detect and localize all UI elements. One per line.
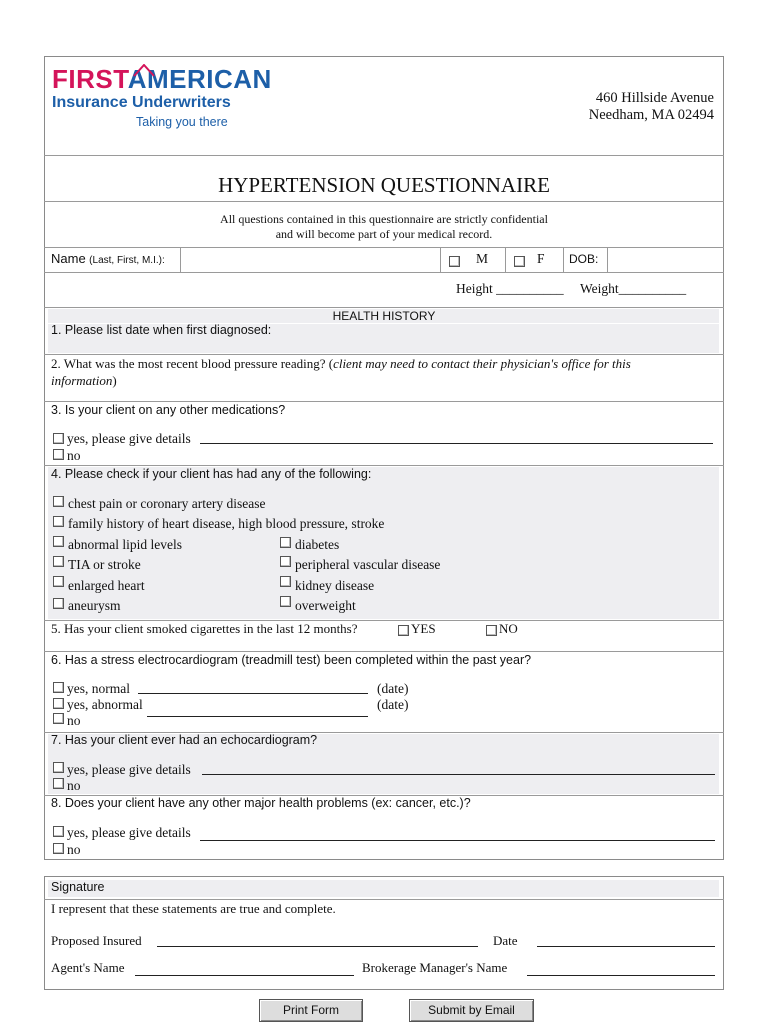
q5-yes-label: YES	[411, 621, 436, 636]
agent-name-label: Agent's Name	[51, 960, 125, 975]
agent-name-line[interactable]	[135, 975, 354, 976]
tia-label: TIA or stroke	[68, 557, 141, 572]
proposed-insured-label: Proposed Insured	[51, 933, 142, 948]
overweight-label: overweight	[295, 598, 356, 613]
page-title: HYPERTENSION QUESTIONNAIRE	[218, 173, 550, 197]
brokerage-manager-line[interactable]	[527, 975, 715, 976]
divider	[44, 465, 724, 466]
date-line[interactable]	[537, 946, 715, 947]
q7-details-line[interactable]	[202, 774, 715, 775]
divider	[563, 247, 564, 272]
male-label: M	[476, 251, 489, 266]
print-form-button[interactable]: Print Form	[259, 999, 363, 1022]
q6-abnormal-date-label: (date)	[377, 697, 409, 712]
address-line-1: 460 Hillside Avenue	[595, 90, 714, 106]
address-line-2: Needham, MA 02494	[588, 107, 714, 123]
aneurysm-checkbox[interactable]	[53, 598, 64, 609]
dob-field[interactable]	[609, 249, 722, 270]
divider	[44, 899, 724, 900]
signature-header	[48, 880, 719, 897]
name-field[interactable]	[182, 249, 438, 270]
divider	[607, 247, 608, 272]
q5-no-checkbox[interactable]	[486, 625, 497, 636]
family-history-label: family history of heart disease, high blood pressure, stroke	[68, 516, 385, 531]
logo-american: AMERICAN	[127, 64, 272, 94]
q7-no-label: no	[67, 778, 81, 793]
q6-abnormal-date-line[interactable]	[147, 716, 368, 717]
q7-yes-checkbox[interactable]	[53, 762, 64, 773]
q6-label: 6. Has a stress electrocardiogram (treadmill test) been completed within the past year?	[51, 653, 532, 667]
q7-no-checkbox[interactable]	[53, 778, 64, 789]
q6-normal-date-label: (date)	[377, 681, 409, 696]
divider	[44, 401, 724, 402]
q3-details-line[interactable]	[200, 443, 713, 444]
q8-yes-label: yes, please give details	[67, 825, 191, 840]
q4-label: 4. Please check if your client has had any of the following:	[51, 467, 372, 481]
q1-label: 1. Please list date when first diagnosed:	[51, 323, 272, 337]
divider	[44, 651, 724, 652]
male-checkbox[interactable]	[449, 256, 460, 267]
logo-star-icon	[132, 64, 156, 78]
q8-no-label: no	[67, 842, 81, 857]
weight-label[interactable]: Weight__________	[580, 281, 687, 296]
diabetes-checkbox[interactable]	[280, 537, 291, 548]
aneurysm-label: aneurysm	[68, 598, 121, 613]
q8-yes-checkbox[interactable]	[53, 826, 64, 837]
q7-yes-label: yes, please give details	[67, 762, 191, 777]
q6-abnormal-label: yes, abnormal	[67, 697, 143, 712]
family-history-checkbox[interactable]	[53, 516, 64, 527]
logo-subtitle: Insurance Underwriters	[52, 94, 231, 111]
q8-label: 8. Does your client have any other major health problems (ex: cancer, etc.)?	[51, 796, 471, 810]
divider	[505, 247, 506, 272]
q6-abnormal-checkbox[interactable]	[53, 698, 64, 709]
female-checkbox[interactable]	[514, 256, 525, 267]
divider	[44, 307, 724, 308]
name-label: Name (Last, First, M.I.):	[51, 251, 165, 266]
proposed-insured-line[interactable]	[157, 946, 478, 947]
logo-tagline: Taking you there	[136, 115, 228, 129]
q3-yes-label: yes, please give details	[67, 431, 191, 446]
q5-label: 5. Has your client smoked cigarettes in the last 12 months?	[51, 621, 358, 636]
divider	[44, 201, 724, 202]
signature-statement: I represent that these statements are true and complete.	[51, 901, 336, 916]
health-history-title: HEALTH HISTORY	[332, 309, 436, 323]
tia-checkbox[interactable]	[53, 556, 64, 567]
chest-pain-label: chest pain or coronary artery disease	[68, 496, 266, 511]
lipid-checkbox[interactable]	[53, 536, 64, 547]
confidential-line-2: and will become part of your medical record.	[275, 227, 493, 241]
divider	[440, 247, 441, 272]
height-label[interactable]: Height __________	[456, 281, 564, 296]
q6-normal-checkbox[interactable]	[53, 682, 64, 693]
divider	[44, 155, 724, 156]
divider	[44, 247, 724, 248]
chest-pain-checkbox[interactable]	[53, 496, 64, 507]
q5-yes-checkbox[interactable]	[398, 625, 409, 636]
confidential-line-1: All questions contained in this questionnaire are strictly confidential	[220, 212, 548, 226]
pvd-label: peripheral vascular disease	[295, 557, 441, 572]
date-label: Date	[493, 933, 518, 948]
dob-label: DOB:	[569, 252, 599, 266]
company-logo	[52, 64, 272, 136]
q3-label: 3. Is your client on any other medications?	[51, 403, 286, 417]
q5-no-label: NO	[499, 621, 518, 636]
q6-normal-label: yes, normal	[67, 681, 130, 696]
q6-no-label: no	[67, 713, 81, 728]
enlarged-heart-checkbox[interactable]	[53, 576, 64, 587]
kidney-checkbox[interactable]	[280, 576, 291, 587]
overweight-checkbox[interactable]	[280, 596, 291, 607]
q2-label: 2. What was the most recent blood pressure reading? (client may need to contact their physician's office for this information)	[51, 356, 631, 388]
q3-no-label: no	[67, 448, 81, 463]
submit-email-button[interactable]: Submit by Email	[409, 999, 534, 1022]
q6-normal-date-line[interactable]	[138, 693, 368, 694]
enlarged-heart-label: enlarged heart	[68, 578, 145, 593]
q8-no-checkbox[interactable]	[53, 843, 64, 854]
signature-title: Signature	[51, 880, 105, 894]
diabetes-label: diabetes	[295, 537, 340, 552]
brokerage-manager-label: Brokerage Manager's Name	[362, 960, 508, 975]
q3-no-checkbox[interactable]	[53, 449, 64, 460]
logo-first: FIRST	[52, 64, 128, 94]
q7-label: 7. Has your client ever had an echocardiogram?	[51, 733, 318, 747]
q3-yes-checkbox[interactable]	[53, 433, 64, 444]
divider	[180, 247, 181, 272]
lipid-label: abnormal lipid levels	[68, 537, 182, 552]
q8-details-line[interactable]	[200, 840, 715, 841]
pvd-checkbox[interactable]	[280, 556, 291, 567]
q6-no-checkbox[interactable]	[53, 713, 64, 724]
female-label: F	[537, 251, 545, 266]
divider	[44, 272, 724, 273]
kidney-label: kidney disease	[295, 578, 375, 593]
